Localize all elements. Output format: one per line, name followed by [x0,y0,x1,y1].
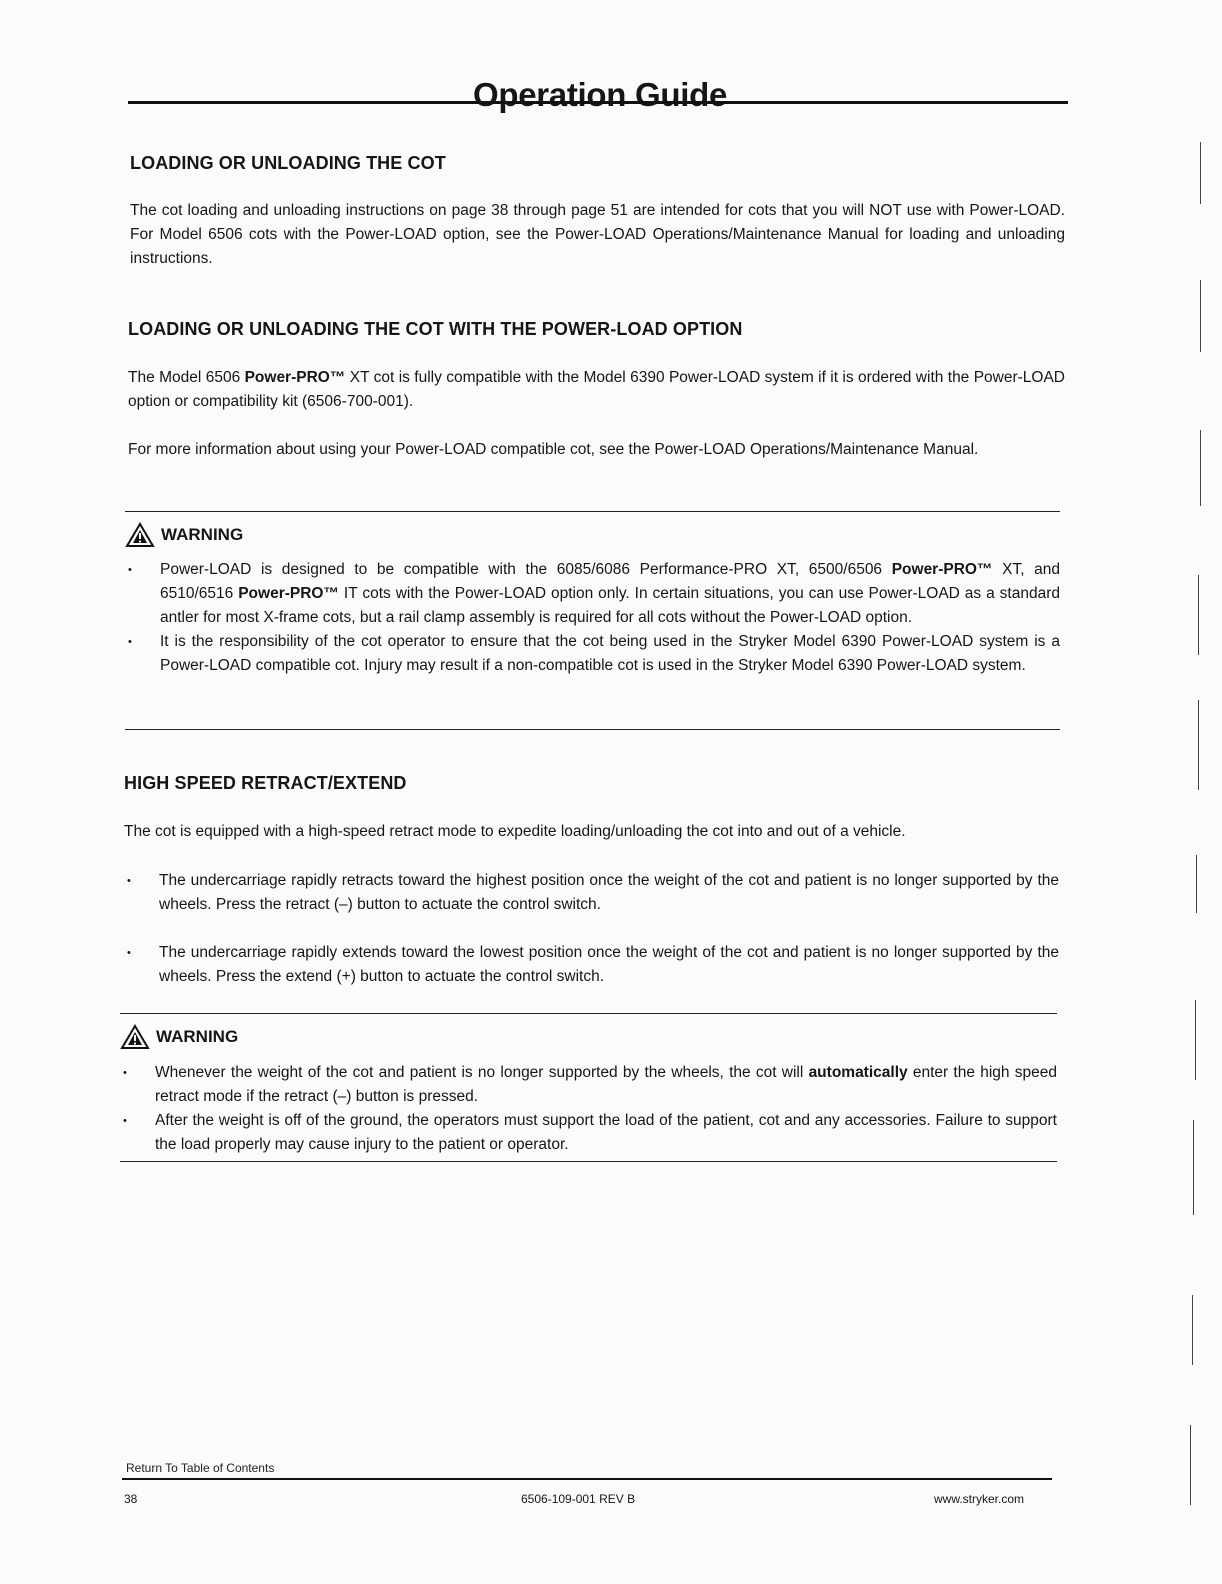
warning-heading [120,1024,238,1050]
loading-paragraph: The cot loading and unloading instructions on page 38 through page 51 are intended for cots that you will NOT use with Power-LOAD. For Model 6506 cots with the Power-LOAD option, see the Power-LOAD Operations/Maintenance Manual for loading and unloading instructions. [130,202,1065,267]
warning-box-high-speed [120,1013,1057,1162]
power-load-info-paragraph: For more information about using your Power-LOAD compatible cot, see the Power-LOAD Operations/Maintenance Manual. [128,441,979,458]
title-divider [128,101,1068,104]
warning-heading [125,522,243,548]
section-heading-power-load: LOADING OR UNLOADING THE COT WITH THE POWER-LOAD OPTION [128,319,743,339]
document-number: 6506-109-001 REV B [521,1492,636,1506]
warning-item: • Whenever the weight of the cot and patient is no longer supported by the wheels, the cot will automatically enter the high speed retract mode if the retract (–) button is pressed. [120,1061,1057,1109]
scan-artifact [1200,142,1201,204]
warning-box-power-load [125,511,1060,730]
website: www.stryker.com [934,1492,1025,1506]
warning-label: WARNING [156,1027,239,1046]
warning-triangle-icon [125,522,155,548]
high-speed-paragraph: The cot is equipped with a high-speed retract mode to expedite loading/unloading the cot into and out of a vehicle. [124,823,906,840]
power-load-paragraph: The Model 6506 Power-PRO™ XT cot is fully compatible with the Model 6390 Power-LOAD system if it is ordered with the Power-LOAD option or compatibility kit (6506-700-001). [128,369,1065,410]
warning-triangle-icon [120,1024,150,1050]
scan-artifact [1192,1295,1193,1365]
warning-item: • It is the responsibility of the cot operator to ensure that the cot being used in the Stryker Model 6390 Power-LOAD system is a Power-LOAD compatible cot. Injury may result if a non-compatible cot is used in the Stryker Model 6390 Power-LOAD system. [125,630,1060,678]
scan-artifact [1193,1120,1194,1215]
return-to-toc-link[interactable]: Return To Table of Contents [126,1461,275,1475]
scan-artifact [1200,280,1201,352]
scan-artifact [1190,1425,1191,1505]
section-heading-high-speed: HIGH SPEED RETRACT/EXTEND [124,773,407,793]
scan-artifact [1196,855,1197,913]
scan-artifact [1198,575,1199,655]
warning-item: • Power-LOAD is designed to be compatible with the 6085/6086 Performance-PRO XT, 6500/6506 Power-PRO™ XT, and 6510/6516 Power-PRO™ IT cots with the Power-LOAD option only. In certain situations, you can use Power-LOAD as a standard antler for most X-frame cots, but a rail clamp assembly is required for all cots without the Power-LOAD option. [125,558,1060,630]
warning-list [125,558,1060,678]
scan-artifact [1198,700,1199,790]
footer-divider [122,1478,1052,1480]
page-title: Operation Guide [472,76,728,114]
warning-label: WARNING [161,525,244,544]
warning-item: • After the weight is off of the ground, the operators must support the load of the patient, cot and any accessories. Failure to support the load properly may cause injury to the patient or operator. [120,1109,1057,1157]
scan-artifact [1195,1000,1196,1080]
warning-list [120,1061,1057,1157]
list-item: • The undercarriage rapidly retracts toward the highest position once the weight of the cot and patient is no longer supported by the wheels. Press the retract (–) button to actuate the control switch. [124,869,1059,917]
list-item: • The undercarriage rapidly extends toward the lowest position once the weight of the cot and patient is no longer supported by the wheels. Press the extend (+) button to actuate the control switch. [124,941,1059,989]
scan-artifact [1200,430,1201,506]
page-number: 38 [124,1492,138,1506]
high-speed-list [124,869,1059,1013]
section-heading-loading: LOADING OR UNLOADING THE COT [130,153,446,173]
